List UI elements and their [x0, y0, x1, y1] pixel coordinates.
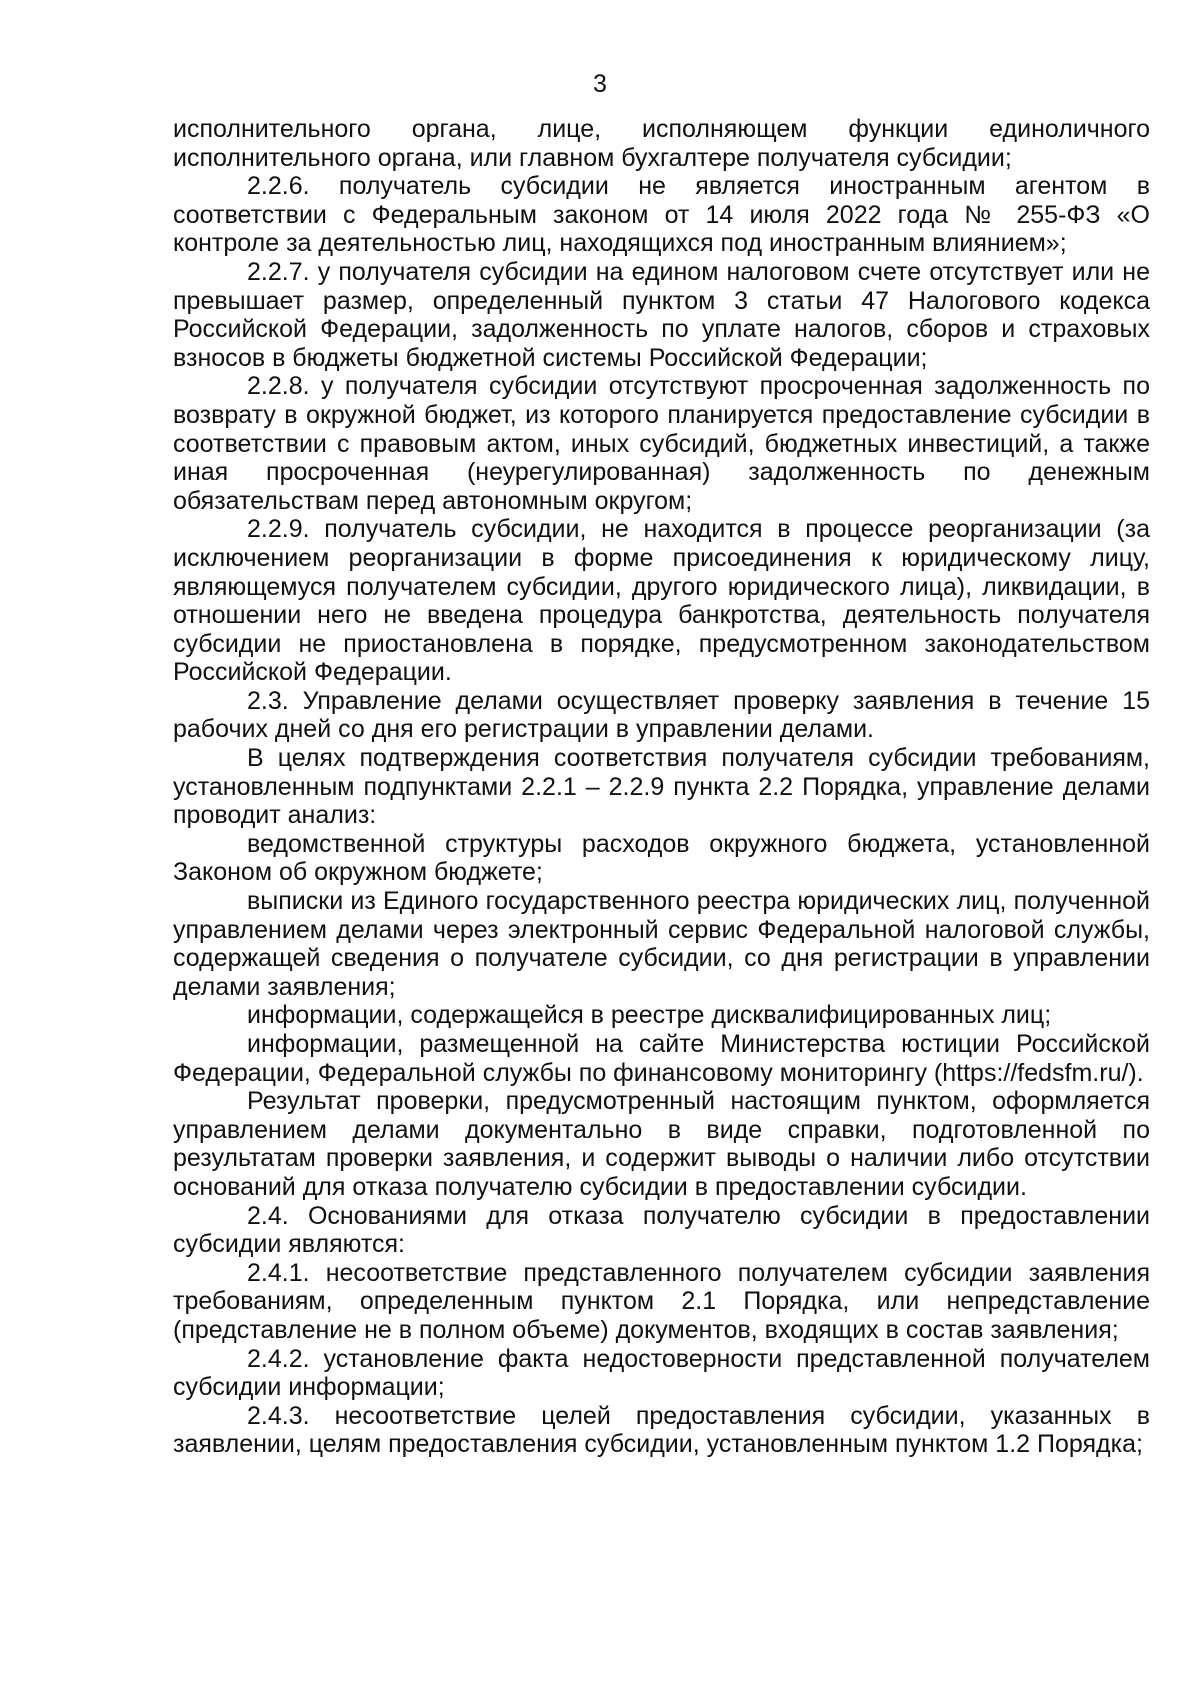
- page-number: 3: [593, 70, 607, 98]
- paragraph-continuation: исполнительного органа, лице, исполняющем функции единоличного исполнительного органа, или главном бухгалтере получателя субсидии;: [173, 115, 1150, 172]
- paragraph-2-4: 2.4. Основаниями для отказа получателю субсидии в предоставлении субсидии являются:: [173, 1201, 1150, 1259]
- document-body: [173, 115, 1150, 1459]
- paragraph-verification-purpose: В целях подтверждения соответствия получателя субсидии требованиям, установленным подпунктами 2.2.1 – 2.2.9 пункта 2.2 Порядка, управление делами проводит анализ:: [173, 744, 1150, 830]
- paragraph-2-4-3: 2.4.3. несоответствие целей предоставления субсидии, указанных в заявлении, целям предоставления субсидии, установленным пунктом 1.2 Порядка;: [173, 1401, 1150, 1459]
- paragraph-2-2-9: 2.2.9. получатель субсидии, не находится в процессе реорганизации (за исключением реорганизации в форме присоединения к юридическому лицу, являющемуся получателем субсидии, другого юридического лица), ликвидации, в отношении него не введена процедура банкротства, деятельность получателя субсидии не приостановлена в порядке, предусмотренном законодательством Российской Федерации.: [173, 515, 1150, 687]
- paragraph-budget-structure: ведомственной структуры расходов окружного бюджета, установленной Законом об окружном бюджете;: [173, 829, 1150, 887]
- paragraph-ministry-info: информации, размещенной на сайте Министерства юстиции Российской Федерации, Федеральной службы по финансовому мониторингу (https://fedsfm.ru/).: [173, 1030, 1150, 1087]
- paragraph-2-3: 2.3. Управление делами осуществляет проверку заявления в течение 15 рабочих дней со дня его регистрации в управлении делами.: [173, 686, 1150, 744]
- paragraph-disqualified-registry: информации, содержащейся в реестре дисквалифицированных лиц;: [247, 1001, 1052, 1030]
- paragraph-2-4-2: 2.4.2. установление факта недостоверности представленной получателем субсидии информации;: [173, 1344, 1150, 1402]
- paragraph-2-2-7: 2.2.7. у получателя субсидии на едином налоговом счете отсутствует или не превышает размер, определенный пунктом 3 статьи 47 Налогового кодекса Российской Федерации, задолженность по уплате налогов, сборов и страховых взносов в бюджеты бюджетной системы Российской Федерации;: [173, 257, 1150, 372]
- paragraph-2-2-8: 2.2.8. у получателя субсидии отсутствуют просроченная задолженность по возврату в окружной бюджет, из которого планируется предоставление субсидии в соответствии с правовым актом, иных субсидий, бюджетных инвестиций, а также иная просроченная (неурегулированная) задолженность по денежным обязательствам перед автономным округом;: [173, 372, 1150, 515]
- paragraph-verification-result: Результат проверки, предусмотренный настоящим пунктом, оформляется управлением делами документально в виде справки, подготовленной по результатам проверки заявления, и содержит выводы о наличии либо отсутствии оснований для отказа получателю субсидии в предоставлении субсидии.: [173, 1087, 1150, 1201]
- paragraph-egrul-extract: выписки из Единого государственного реестра юридических лиц, полученной управлением делами через электронный сервис Федеральной налоговой службы, содержащей сведения о получателе субсидии, со дня регистрации в управлении делами заявления;: [173, 887, 1150, 1001]
- paragraph-2-4-1: 2.4.1. несоответствие представленного получателем субсидии заявления требованиям, определенным пунктом 2.1 Порядка, или непредставление (представление не в полном объеме) документов, входящих в состав заявления;: [173, 1258, 1150, 1344]
- paragraph-2-2-6: 2.2.6. получатель субсидии не является иностранным агентом в соответствии с Федеральным законом от 14 июля 2022 года № 255-ФЗ «О контроле за деятельностью лиц, находящихся под иностранным влиянием»;: [173, 172, 1150, 258]
